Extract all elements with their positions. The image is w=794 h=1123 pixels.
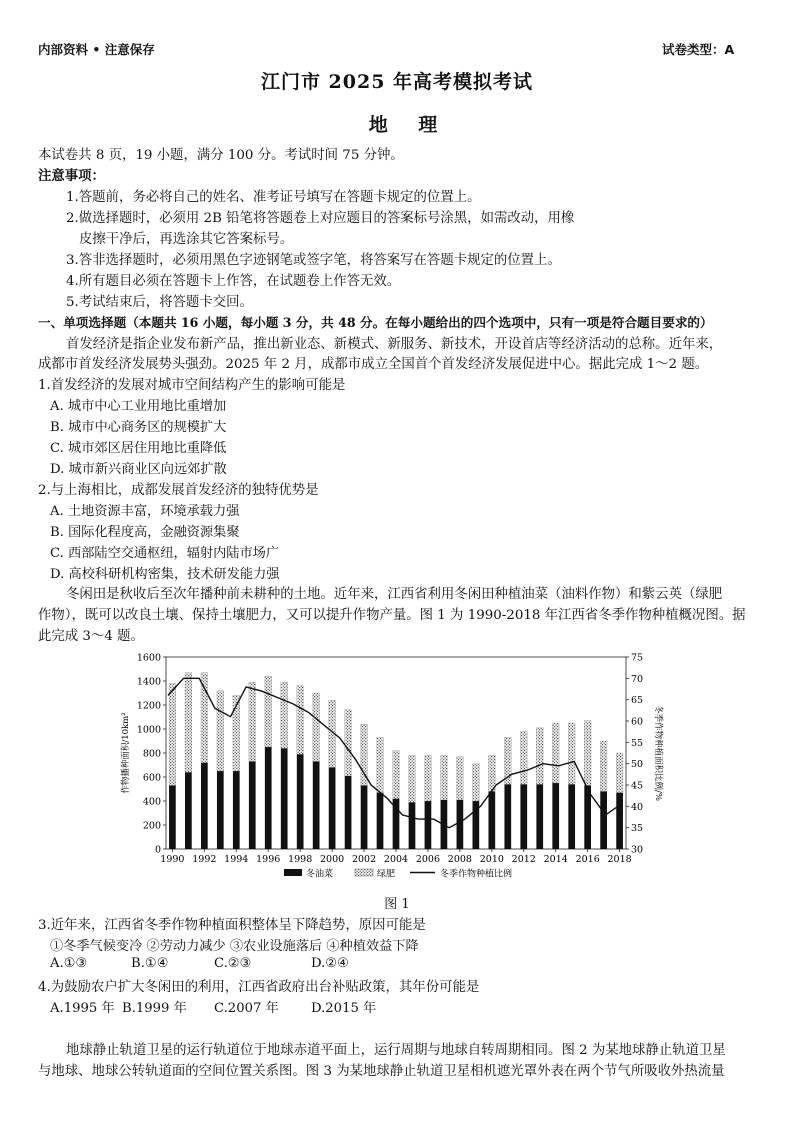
- tick-label-left: 1600: [136, 652, 161, 664]
- bar-green-manure: [488, 755, 495, 791]
- answer-option: D. 高校科研机构密集，技术研发能力强: [50, 567, 280, 582]
- bar-green-manure: [616, 753, 623, 793]
- bar-rapeseed: [409, 802, 416, 849]
- bar-rapeseed: [552, 783, 559, 849]
- bar-rapeseed: [568, 784, 575, 849]
- tick-label-x: 1992: [192, 854, 217, 865]
- note-item: 4.所有题目必须在答题卡上作答，在试题卷上作答无效。: [66, 274, 401, 289]
- passage-line: 成都市首发经济发展势头强劲。2025 年 2 月，成都市成立全国首个首发经济发展促进中心。据此完成 1～2 题。: [38, 357, 709, 372]
- bar-green-manure: [457, 757, 464, 800]
- tick-label-x: 2010: [479, 854, 504, 865]
- bar-rapeseed: [313, 761, 320, 849]
- tick-label-left: 400: [142, 796, 161, 808]
- bar-rapeseed: [249, 761, 256, 849]
- bar-green-manure: [313, 693, 320, 761]
- tick-label-left: 800: [142, 748, 161, 760]
- tick-label-x: 2012: [511, 854, 536, 865]
- question-stem: 1.首发经济的发展对城市空间结构产生的影响可能是: [38, 378, 346, 393]
- tick-label-x: 2004: [383, 854, 409, 865]
- legend-label-rapeseed: 冬油菜: [306, 869, 334, 880]
- bar-green-manure: [393, 751, 400, 799]
- answer-option: C.2007 年: [214, 1001, 279, 1016]
- bar-rapeseed: [265, 747, 272, 849]
- answer-option: A.①③: [50, 956, 88, 971]
- bar-green-manure: [169, 683, 176, 785]
- answer-option: C.②③: [214, 956, 252, 971]
- note-item: 皮擦干净后，再选涂其它答案标号。: [79, 232, 294, 247]
- bar-rapeseed: [520, 784, 527, 849]
- tick-label-right: 55: [631, 737, 644, 749]
- answer-option: D.②④: [311, 956, 349, 971]
- tick-label-right: 35: [631, 823, 644, 835]
- tick-label-x: 2008: [447, 854, 472, 865]
- bar-rapeseed: [536, 784, 543, 849]
- figure-caption: 图 1: [384, 897, 410, 912]
- tick-label-x: 2002: [351, 854, 377, 865]
- bar-rapeseed: [281, 748, 288, 849]
- answer-option: C. 城市郊区居住用地比重降低: [50, 441, 227, 456]
- bar-rapeseed: [329, 767, 336, 849]
- answer-option: B. 国际化程度高，金融资源集聚: [50, 525, 240, 540]
- tick-label-left: 1400: [136, 676, 161, 688]
- tick-label-left: 1000: [136, 724, 161, 736]
- bar-green-manure: [185, 673, 192, 773]
- bar-green-manure: [217, 691, 224, 771]
- tick-label-right: 65: [631, 695, 644, 707]
- bar-rapeseed: [169, 785, 176, 849]
- passage-line: 首发经济是指企业发布新产品，推出新业态、新模式、新服务、新技术，开设首店等经济活动的总称。近年来，: [66, 337, 723, 352]
- figure-1-chart: [110, 645, 690, 885]
- tick-label-left: 0: [154, 844, 161, 856]
- tick-label-x: 1994: [224, 854, 249, 865]
- note-item: 3.答非选择题时，必须用黑色字迹钢笔或签字笔，将答案写在答题卡规定的位置上。: [66, 253, 561, 268]
- bar-rapeseed: [377, 793, 384, 849]
- note-item: 5.考试结束后，将答题卡交回。: [66, 295, 253, 310]
- bar-green-manure: [520, 731, 527, 784]
- tick-label-right: 45: [631, 780, 644, 792]
- legend-label-ratio: 冬季作物种植比例: [440, 869, 513, 880]
- answer-option: A. 土地资源丰富，环境承载力强: [50, 504, 240, 519]
- bar-green-manure: [425, 755, 432, 801]
- answer-option: D. 城市新兴商业区向远郊扩散: [50, 462, 227, 477]
- answer-option: B. 城市中心商务区的规模扩大: [50, 420, 227, 435]
- bar-rapeseed: [297, 754, 304, 849]
- bar-green-manure: [377, 737, 384, 792]
- bar-green-manure: [409, 755, 416, 802]
- legend-swatch-rapeseed: [284, 869, 302, 876]
- bar-green-manure: [441, 755, 448, 799]
- bar-rapeseed: [584, 785, 591, 849]
- bar-rapeseed: [185, 772, 192, 849]
- bar-green-manure: [281, 682, 288, 748]
- question-stem: 4.为鼓励农户扩大冬闲田的利用，江西省政府出台补贴政策，其年份可能是: [38, 980, 480, 995]
- note-item: 2.做选择题时，必须用 2B 铅笔将答题卷上对应题目的答案标号涂黑，如需改动，用橡: [66, 211, 575, 226]
- passage-line: 冬闲田是秋收后至次年播种前未耕种的土地。近年来，江西省利用冬闲田种植油菜（油料作物）和紫云英（绿肥: [66, 587, 723, 602]
- tick-label-x: 1996: [256, 854, 281, 865]
- intro-text: 本试卷共 8 页，19 小题，满分 100 分。考试时间 75 分钟。: [38, 148, 404, 163]
- subject-title: 地 理: [368, 114, 450, 136]
- bar-rapeseed: [345, 776, 352, 849]
- y-axis-label-left: 作物播种面积/10km²: [121, 712, 131, 794]
- bar-green-manure: [297, 686, 304, 754]
- bar-green-manure: [473, 764, 480, 801]
- statement-items: ①冬季气候变冷 ②劳动力减少 ③农业设施落后 ④种植效益下降: [50, 939, 419, 954]
- notes-heading: 注意事项：: [38, 168, 105, 184]
- tick-label-x: 2018: [607, 854, 632, 865]
- bar-rapeseed: [616, 793, 623, 849]
- bar-rapeseed: [361, 785, 368, 849]
- tick-label-x: 1990: [160, 854, 185, 865]
- question-stem: 3.近年来，江西省冬季作物种植面积整体呈下降趋势，原因可能是: [38, 918, 426, 933]
- bar-green-manure: [201, 673, 208, 763]
- answer-option: B.①④: [131, 956, 169, 971]
- tick-label-x: 2000: [320, 854, 345, 865]
- bar-green-manure: [249, 682, 256, 761]
- answer-option: A. 城市中心工业用地比重增加: [50, 399, 227, 414]
- answer-option: D.2015 年: [311, 1001, 377, 1016]
- tick-label-x: 2014: [543, 854, 568, 865]
- tick-label-left: 1200: [136, 700, 161, 712]
- note-item: 1.答题前，务必将自己的姓名、准考证号填写在答题卡规定的位置上。: [66, 190, 481, 205]
- header-left: 内部资料 • 注意保存: [38, 42, 155, 57]
- bar-rapeseed: [425, 801, 432, 849]
- bar-rapeseed: [600, 791, 607, 849]
- bar-rapeseed: [457, 800, 464, 849]
- tick-label-left: 600: [142, 772, 161, 784]
- y-axis-label-right: 冬季作物种植面积比例/%: [653, 705, 663, 801]
- bar-rapeseed: [201, 763, 208, 849]
- tick-label-x: 2016: [575, 854, 600, 865]
- bar-green-manure: [552, 723, 559, 783]
- tick-label-x: 1998: [288, 854, 313, 865]
- legend-swatch-green-manure: [355, 869, 373, 876]
- bar-green-manure: [568, 723, 575, 784]
- passage-line: 此完成 3～4 题。: [38, 629, 144, 644]
- bar-green-manure: [584, 721, 591, 786]
- section-heading: 一、单项选择题（本题共 16 小题，每小题 3 分，共 48 分。在每小题给出的四个选项中，只有一项是符合题目要求的）: [38, 315, 713, 330]
- bar-rapeseed: [488, 791, 495, 849]
- bar-rapeseed: [233, 771, 240, 849]
- tick-label-x: 2006: [415, 854, 441, 865]
- chart-legend: [280, 866, 560, 880]
- tick-label-right: 75: [631, 652, 644, 664]
- bar-green-manure: [600, 741, 607, 791]
- tick-label-right: 50: [631, 759, 644, 771]
- answer-option: B.1999 年: [122, 1001, 187, 1016]
- answer-option: A.1995 年: [50, 1001, 115, 1016]
- bar-green-manure: [265, 676, 272, 747]
- bar-green-manure: [536, 728, 543, 784]
- page-title: 江门市 2025 年高考模拟考试: [260, 71, 534, 93]
- bar-rapeseed: [504, 784, 511, 849]
- passage-line: 作物），既可以改良土壤、保持土壤肥力，又可以提升作物产量。图 1 为 1990-2018 年江西省冬季作物种植概况图。据: [38, 608, 746, 623]
- tick-label-right: 30: [631, 844, 644, 856]
- header-right: 试卷类型：A: [662, 42, 735, 57]
- tick-label-left: 200: [142, 820, 161, 832]
- question-stem: 2.与上海相比，成都发展首发经济的独特优势是: [38, 483, 319, 498]
- answer-option: C. 西部陆空交通枢纽，辐射内陆市场广: [50, 546, 280, 561]
- bar-green-manure: [345, 710, 352, 776]
- tick-label-right: 40: [631, 801, 644, 813]
- tick-label-right: 60: [631, 716, 644, 728]
- passage-line: 地球静止轨道卫星的运行轨道位于地球赤道平面上，运行周期与地球自转周期相同。图 2 为某地球静止轨道卫星: [66, 1043, 726, 1058]
- passage-line: 与地球、地球公转轨道面的空间位置关系图。图 3 为某地球静止轨道卫星相机遮光罩外表在两个节气所吸收外热流量: [38, 1064, 725, 1079]
- tick-label-right: 70: [631, 673, 644, 685]
- bar-rapeseed: [217, 771, 224, 849]
- legend-label-green-manure: 绿肥: [377, 869, 396, 880]
